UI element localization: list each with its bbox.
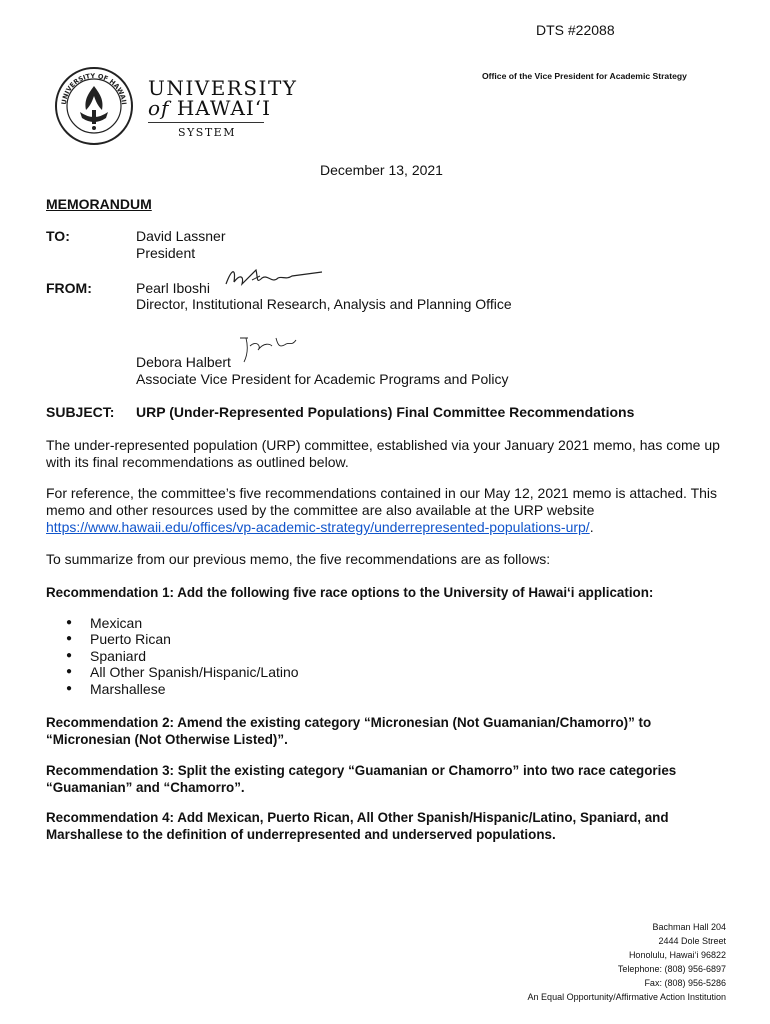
list-item: ● Mexican (66, 615, 299, 631)
paragraph-2-text: For reference, the committee’s five recommendations contained in our May 12, 2021 memo is attached. This memo and other resources used by the committee are also available at the URP website (46, 485, 718, 518)
wordmark-system: SYSTEM (178, 126, 236, 139)
subject-label: SUBJECT: (46, 404, 115, 420)
office-name: Office of the Vice President for Academic Strategy (482, 71, 687, 81)
list-item: ● Puerto Rican (66, 631, 299, 647)
to-title: President (136, 245, 196, 261)
to-name: David Lassner (136, 228, 226, 244)
paragraph-2-end: . (589, 519, 594, 535)
recommendation-4: Recommendation 4: Add Mexican, Puerto Rican, All Other Spanish/Hispanic/Latino, Spaniard, and Marshallese to the definition of underrepresented and underserved populations. (46, 810, 669, 842)
paragraph-3: To summarize from our previous memo, the five recommendations are as follows: (46, 551, 551, 567)
memo-date: December 13, 2021 (320, 162, 443, 178)
document-id: DTS #22088 (536, 22, 615, 38)
list-item: ● Marshallese (66, 681, 299, 697)
wordmark-rule (148, 122, 264, 123)
footer-line: 2444 Dole Street (658, 936, 726, 946)
from-title-1: Director, Institutional Research, Analysis and Planning Office (136, 296, 512, 312)
university-seal-logo (54, 66, 134, 146)
list-item: ● Spaniard (66, 648, 299, 664)
recommendation-2: Recommendation 2: Amend the existing category “Micronesian (Not Guamanian/Chamorro)” to “Micronesian (Not Otherwise Listed)”. (46, 715, 652, 747)
recommendation-1: Recommendation 1: Add the following five race options to the University of Hawaiʻi application: (46, 585, 654, 600)
wordmark-of-hawaii (148, 96, 271, 120)
paragraph-2 (46, 485, 736, 536)
wordmark-hawaii: HAWAIʻI (176, 96, 272, 120)
from-title-2: Associate Vice President for Academic Programs and Policy (136, 371, 509, 387)
footer-line: Honolulu, Hawaiʻi 96822 (628, 950, 726, 960)
wordmark-of: of (148, 96, 170, 120)
signature-2 (236, 332, 302, 366)
footer-line: Telephone: (808) 956-6897 (617, 964, 726, 974)
svg-text:UNIVERSITY OF HAWAII: UNIVERSITY OF HAWAII (59, 71, 128, 106)
recommendation-3: Recommendation 3: Split the existing category “Guamanian or Chamorro” into two race categories “Guamanian” and “Chamorro”. (46, 763, 677, 795)
from-label: FROM: (46, 280, 92, 296)
memo-heading: MEMORANDUM (46, 196, 152, 212)
subject-text: URP (Under-Represented Populations) Final Committee Recommendations (136, 404, 635, 420)
signature-1 (222, 264, 326, 294)
wordmark-university: UNIVERSITY (148, 76, 298, 100)
race-options-list (66, 615, 299, 697)
urp-website-link[interactable]: https://www.hawaii.edu/offices/vp-academic-strategy/underrepresented-populations-urp/ (46, 519, 590, 535)
footer-address (528, 920, 726, 1004)
from-name-2: Debora Halbert (136, 354, 231, 370)
list-item: ● All Other Spanish/Hispanic/Latino (66, 664, 299, 680)
footer-line: Bachman Hall 204 (652, 922, 726, 932)
paragraph-1: The under-represented population (URP) committee, established via your January 2021 memo, has come up with its final recommendations as outlined below. (46, 437, 720, 470)
footer-line: An Equal Opportunity/Affirmative Action Institution (527, 992, 726, 1002)
footer-line: Fax: (808) 956-5286 (644, 978, 726, 988)
to-label: TO: (46, 228, 70, 244)
from-name-1: Pearl Iboshi (136, 280, 210, 296)
